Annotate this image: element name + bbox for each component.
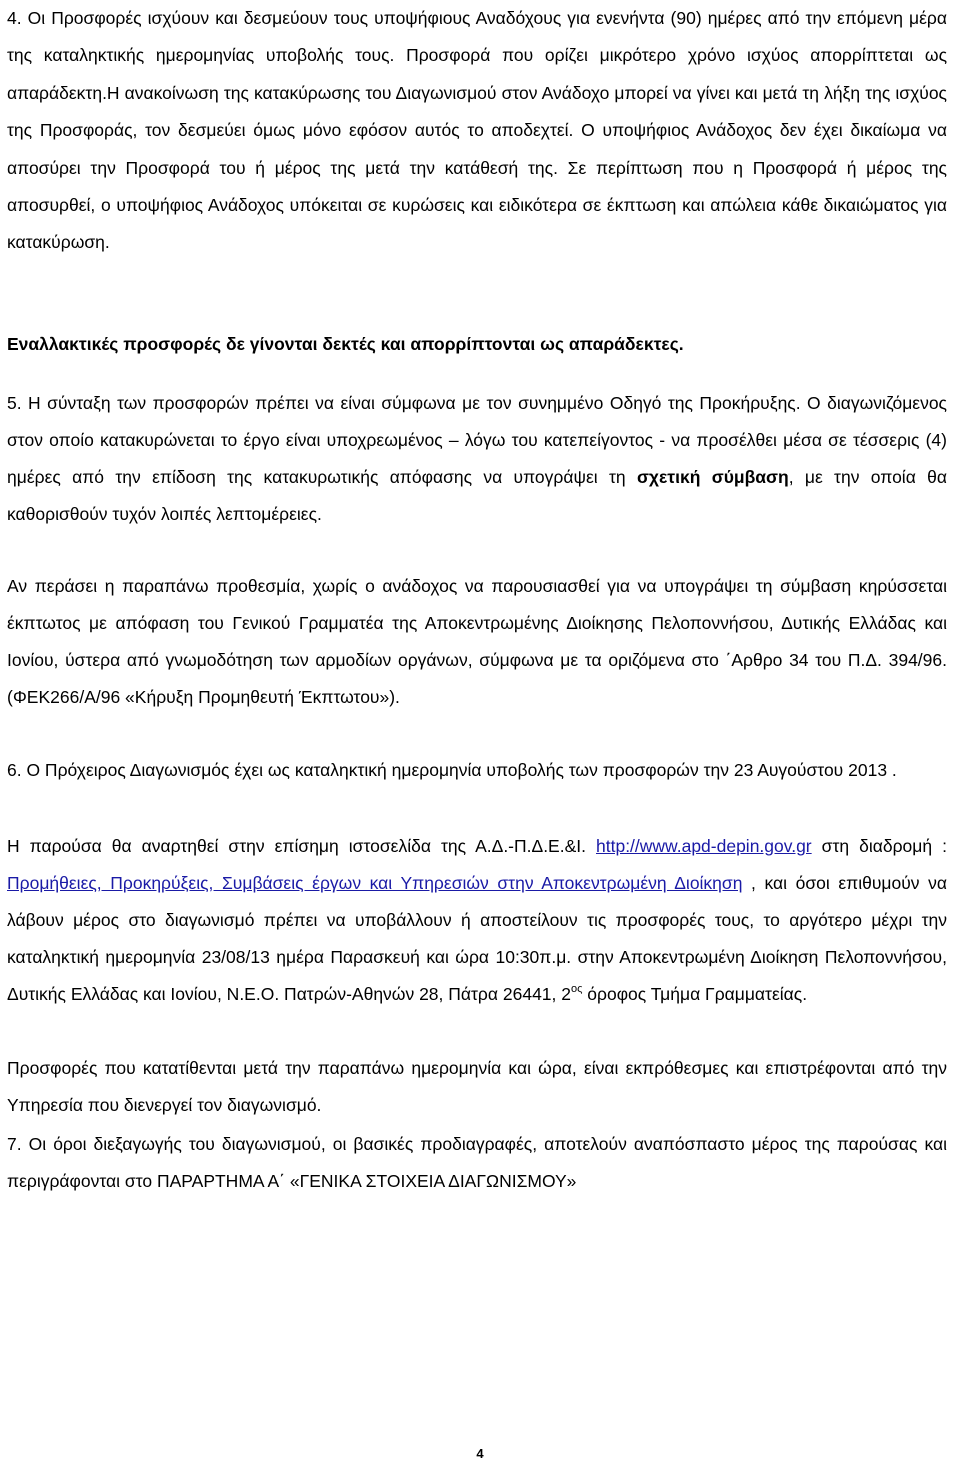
section-5-text-before: 5. Η σύνταξη των προσφορών πρέπει να είναι σύμφωνα με τον συνημμένο Οδηγό της Προκήρυξης. Ο διαγωνιζόμενος στον οποίο κατακυρώνεται το έργο είναι υποχρεωμένος – λόγω του κατεπείγοντος - να προσέλθει μέσα σε τέσσερις (4) ημέρες από την επίδοση της κατακυρωτικής απόφασης να υπογράψει τη: [7, 393, 947, 487]
section-6-paragraph: 6. Ο Πρόχειρος Διαγωνισμός έχει ως καταληκτική ημερομηνία υποβολής των προσφορών την 23 Αυγούστου 2013 .: [7, 760, 897, 780]
section-4-paragraph: 4. Οι Προσφορές ισχύουν και δεσμεύουν τους υποψήφιους Αναδόχους για ενενήντα (90) ημέρες από την επόμενη μέρα της καταληκτικής ημερομηνίας υποβολής τους. Προσφορά που ορίζει μικρότερο χρόνο ισχύος απορρίπτεται ως απαράδεκτη.Η ανακοίνωση της κατακύρωσης του Διαγωνισμού στον Ανάδοχο μπορεί να γίνει και μετά τη λήξη της ισχύος της Προσφοράς, τον δεσμεύει όμως μόνο εφόσον αυτός το αποδεχτεί. Ο υποψήφιος Ανάδοχος δεν έχει δικαίωμα να αποσύρει την Προσφορά του ή μέρος της μετά την κατάθεσή της. Σε περίπτωση που η Προσφορά ή μέρος της αποσυρθεί, ο υποψήφιος Ανάδοχος υπόκειται σε κυρώσεις και ειδικότερα σε έκπτωση και απώλεια κάθε δικαιώματος για κατακύρωση.: [7, 8, 947, 253]
website-link[interactable]: http://www.apd-depin.gov.gr: [596, 836, 812, 856]
floor-ordinal-suffix: ος: [571, 983, 583, 995]
section-7-paragraph: 7. Οι όροι διεξαγωγής του διαγωνισμού, οι βασικές προδιαγραφές, αποτελούν αναπόσπαστο μέρος της παρούσας και περιγράφονται στο ΠΑΡΑΡΤΗΜΑ Α΄ «ΓΕΝΙΚΑ ΣΤΟΙΧΕΙΑ ΔΙΑΓΩΝΙΣΜΟΥ»: [7, 1134, 947, 1191]
section-5-text-after: , με την οποία θα καθορισθούν τυχόν λοιπές λεπτομέρειες.: [7, 467, 947, 524]
page-number: 4: [476, 1446, 484, 1461]
section-5-bold-contract: σχετική σύμβαση: [636, 467, 789, 487]
publication-floor-text: όροφος Τμήμα Γραμματείας.: [582, 984, 808, 1004]
alternatives-note: Εναλλακτικές προσφορές δε γίνονται δεκτές και απορρίπτονται ως απαράδεκτες.: [7, 334, 684, 354]
publication-text-after-link: , και όσοι επιθυμούν να λάβουν μέρος στο διαγωνισμό πρέπει να υποβάλλουν ή αποστείλουν τις προσφορές τους, το αργότερο μέχρι την καταληκτική ημερομηνία 23/08/13 ημέρα Παρασκευή και ώρα 10:30π.μ. στην Αποκεντρωμένη Διοίκηση Πελοποννήσου, Δυτικής Ελλάδας και Ιονίου, Ν.Ε.Ο. Πατρών-Αθηνών 28, Πάτρα 26441, 2: [7, 873, 947, 1004]
publication-path-label: στη διαδρομή :: [811, 836, 947, 856]
procurement-path-link[interactable]: Προμήθειες, Προκηρύξεις, Συμβάσεις έργων και Υπηρεσιών στην Αποκεντρωμένη Διοίκηση: [7, 873, 743, 893]
section-5-paragraph: [7, 385, 947, 533]
deadline-paragraph: Αν περάσει η παραπάνω προθεσμία, χωρίς ο ανάδοχος να παρουσιασθεί για να υπογράψει τη σύμβαση κηρύσσεται έκπτωτος με απόφαση του Γενικού Γραμματέα της Αποκεντρωμένης Διοίκησης Πελοποννήσου, Δυτικής Ελλάδας και Ιονίου, ύστερα από γνωμοδότηση των αρμοδίων οργάνων, σύμφωνα με τα οριζόμενα στο ΄Αρθρο 34 του Π.Δ. 394/96.(ΦΕΚ266/Α/96 «Κήρυξη Προμηθευτή Έκπτωτου»).: [7, 576, 947, 707]
publication-paragraph: [7, 828, 947, 1013]
late-offers-paragraph: Προσφορές που κατατίθενται μετά την παραπάνω ημερομηνία και ώρα, είναι εκπρόθεσμες και επιστρέφονται από την Υπηρεσία που διενεργεί τον διαγωνισμό.: [7, 1058, 947, 1115]
publication-text-before-url: Η παρούσα θα αναρτηθεί στην επίσημη ιστοσελίδα της Α.Δ.-Π.Δ.Ε.&Ι.: [7, 836, 596, 856]
